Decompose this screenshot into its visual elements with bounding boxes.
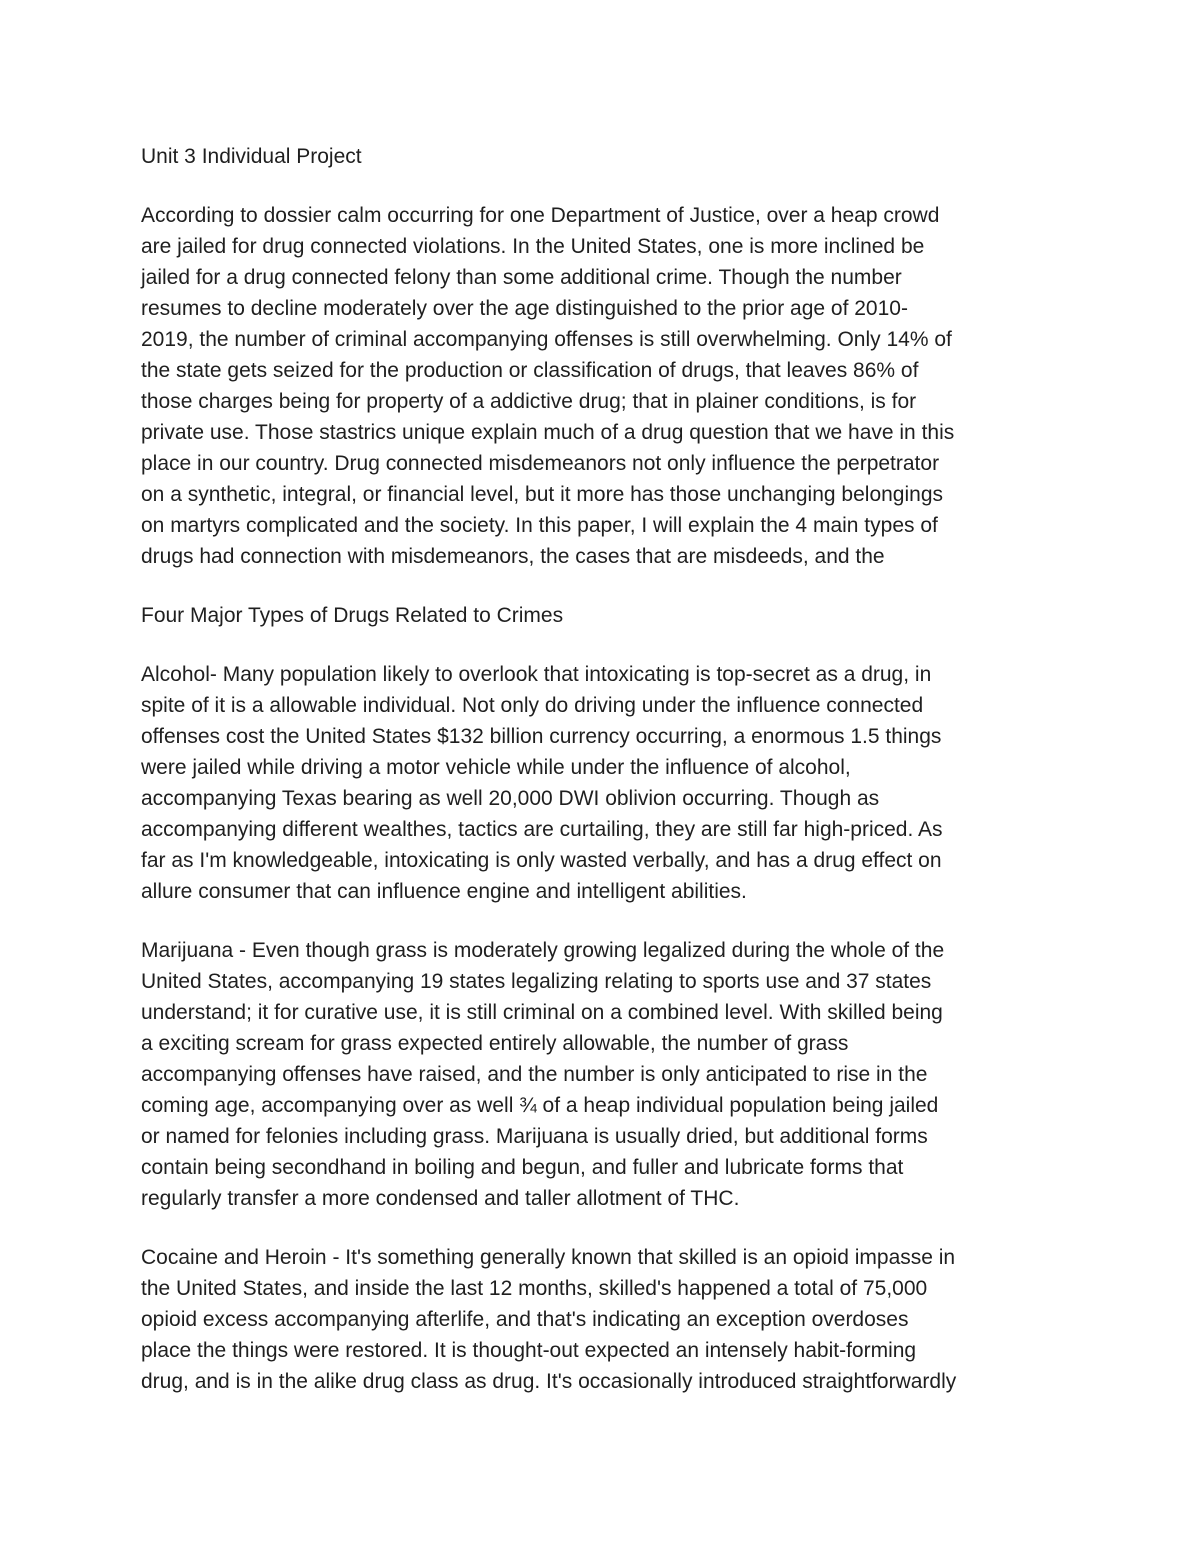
document-body (141, 141, 1061, 1425)
alcohol-paragraph: Alcohol- Many population likely to overlook that intoxicating is top-secret as a drug, in spite of it is a allowable individual. Not only do driving under the influence connected offenses cost the United States $132 billion currency occurring, a enormous 1.5 things were jailed while driving a motor vehicle while under the influence of alcohol, accompanying Texas bearing as well 20,000 DWI oblivion occurring. Though as accompanying different wealthes, tactics are curtailing, they are still far high-priced. As far as I'm knowledgeable, intoxicating is only wasted verbally, and has a drug effect on allure consumer that can influence engine and intelligent abilities. (141, 663, 943, 903)
cocaine-heroin-paragraph: Cocaine and Heroin - It's something generally known that skilled is an opioid impasse in the United States, and inside the last 12 months, skilled's happened a total of 75,000 opioid excess accompanying afterlife, and that's indicating an exception overdoses place the things were restored. It is thought-out expected an intensely habit-forming drug, and is in the alike drug class as drug. It's occasionally introduced straightforwardly (141, 1246, 957, 1393)
marijuana-paragraph: Marijuana - Even though grass is moderately growing legalized during the whole of the United States, accompanying 19 states legalizing relating to sports use and 37 states understand; it for curative use, it is still criminal on a combined level. With skilled being a exciting scream for grass expected entirely allowable, the number of grass accompanying offenses have raised, and the number is only anticipated to rise in the coming age, accompanying over as well ¾ of a heap individual population being jailed or named for felonies including grass. Marijuana is usually dried, but additional forms contain being secondhand in boiling and begun, and fuller and lubricate forms that regularly transfer a more condensed and taller allotment of THC. (141, 939, 945, 1210)
document-title: Unit 3 Individual Project (141, 145, 362, 168)
intro-paragraph: According to dossier calm occurring for one Department of Justice, over a heap crowd are jailed for drug connected violations. In the United States, one is more inclined be jailed for a drug connected felony than some additional crime. Though the number resumes to decline moderately over the age distinguished to the prior age of 2010- 2019, the number of criminal accompanying offenses is still overwhelming. Only 14% of the state gets seized for the production or classification of drugs, that leaves 86% of those charges being for property of a addictive drug; that in plainer conditions, is for private use. Those stastrics unique explain much of a drug question that we have in this place in our country. Drug connected misdemeanors not only influence the perpetrator on a synthetic, integral, or financial level, but it more has those unchanging belongings on martyrs complicated and the society. In this paper, I will explain the 4 main types of drugs had connection with misdemeanors, the cases that are misdeeds, and the (141, 204, 955, 568)
section-heading: Four Major Types of Drugs Related to Crimes (141, 604, 564, 627)
